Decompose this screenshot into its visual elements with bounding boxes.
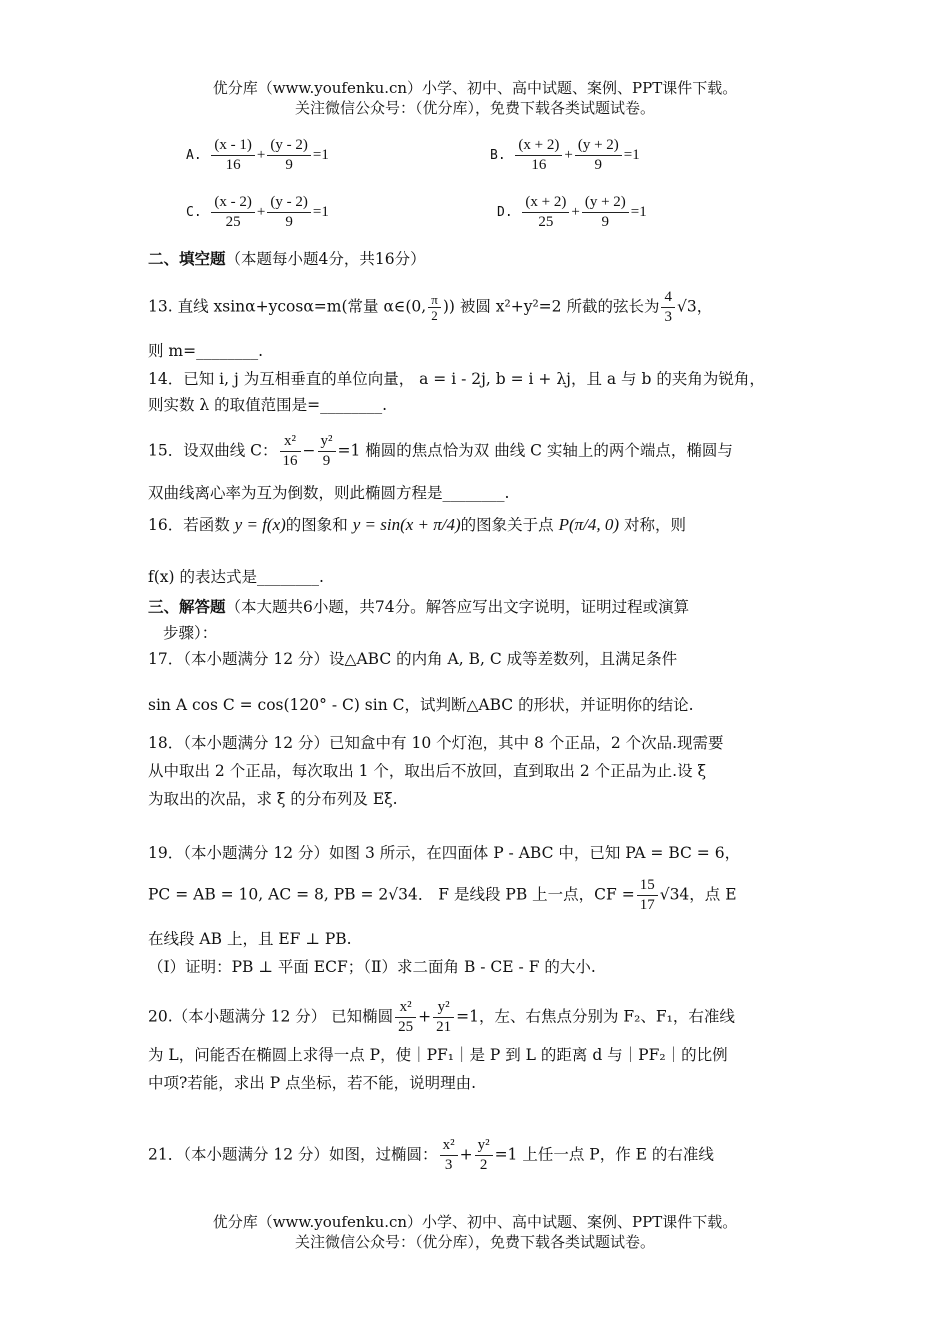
q16-text-a: 16．若函数: [148, 516, 230, 534]
q20-plus: +: [418, 1007, 432, 1026]
q16-formula-2: y = sin(x + π/4): [352, 515, 461, 534]
option-b-den1: 16: [531, 157, 547, 173]
option-b-tail: =1: [623, 146, 640, 163]
q13-pi-frac: [428, 292, 441, 323]
section-3-title: 三、解答题: [148, 597, 226, 616]
option-b-num1: (x + 2): [515, 136, 562, 156]
q20-text-a: 20.（本小题满分 12 分） 已知椭圆: [148, 1007, 394, 1026]
q21-num2: y²: [475, 1136, 493, 1156]
option-a-den1: 16: [225, 157, 241, 173]
q14-line-2: 则实数 λ 的取值范围是=________.: [148, 396, 388, 414]
q13-four: 4: [661, 288, 675, 308]
q20-line-2: 为 L，问能否在椭圆上求得一点 P，使｜PF₁｜是 P 到 L 的距离 d 与｜PF₂｜的比例: [148, 1046, 728, 1064]
option-c-frac2: [267, 193, 311, 232]
q15-den2: 9: [322, 453, 331, 469]
q21-den1: 3: [444, 1157, 453, 1173]
option-d-frac1: [522, 193, 569, 232]
option-d-num2: (y + 2): [582, 193, 629, 213]
q20-num1: x²: [395, 998, 416, 1018]
option-b-frac2: [575, 136, 622, 175]
option-a-num1: (x - 1): [211, 136, 255, 156]
option-b: B. $\frac{(x + 2)}{16}$ + $\frac{(y + 2)}{9}$ =1: [490, 137, 640, 173]
q20-frac1: [395, 998, 416, 1037]
option-c-tail: =1: [312, 203, 329, 220]
question-21: [148, 1136, 838, 1175]
q13-two: 2: [431, 308, 438, 323]
section-3-heading: [148, 596, 838, 618]
option-d: D. $\frac{(x + 2)}{25}$ + $\frac{(y + 2)}{9}$ =1: [497, 194, 647, 230]
option-d-label: D.: [497, 205, 513, 220]
q16-line-2: f(x) 的表达式是________.: [148, 568, 324, 586]
q20-den2: 21: [436, 1019, 452, 1035]
option-b-num2: (y + 2): [575, 136, 622, 156]
option-a: A. $\frac{(x - 1)}{16}$ + $\frac{(y - 2)}{9}$ =1: [186, 137, 329, 173]
q20-frac2: [433, 998, 454, 1037]
q13-pi: π: [428, 292, 441, 308]
q20-line-3: 中项?若能，求出 P 点坐标，若不能，说明理由.: [148, 1074, 477, 1092]
q21-frac2: [475, 1136, 493, 1175]
q13-line-2: 则 m=________.: [148, 342, 264, 360]
option-c: C. $\frac{(x - 2)}{25}$ + $\frac{(y - 2)}{9}$ =1: [186, 194, 329, 230]
q13-text-a: 13. 直线 xsinα+ycosα=m(常量 α∈(0,: [148, 297, 427, 316]
q16-text-c: 的图象关于点: [460, 516, 554, 534]
option-a-frac1: [211, 136, 255, 175]
q19-line-3: 在线段 AB 上，且 EF ⊥ PB.: [148, 930, 352, 948]
q18-line-3: 为取出的次品，求 ξ 的分布列及 Eξ.: [148, 790, 398, 808]
question-19-line-2: [148, 876, 838, 915]
q15-num2: y²: [318, 432, 336, 452]
header-line-2: 关注微信公众号：（优分库），免费下载各类试题试卷。: [294, 99, 655, 117]
option-a-tail: =1: [312, 146, 329, 163]
option-c-label: C.: [186, 205, 202, 220]
q19-text-a: PC = AB = 10, AC = 8, PB = 2√34． F 是线段 PB 上一点，CF =: [148, 885, 635, 904]
q15-frac2: [318, 432, 336, 471]
q18-line-2: 从中取出 2 个正品，每次取出 1 个，取出后不放回，直到取出 2 个正品为止.设 ξ: [148, 762, 707, 780]
option-a-den2: 9: [285, 157, 293, 173]
q18-line-1: 18．（本小题满分 12 分）已知盒中有 10 个灯泡，其中 8 个正品，2 个次品.现需要: [148, 734, 724, 752]
section-2-title: 二、填空题: [148, 249, 226, 268]
option-a-num2: (y - 2): [267, 136, 311, 156]
question-13: [148, 288, 838, 327]
footer-line-1: 优分库（www.youfenku.cn）小学、初中、高中试题、案例、PPT课件下载。: [212, 1213, 738, 1231]
option-c-den1: 25: [225, 214, 241, 230]
q13-text-b: )) 被圆 x²+y²=2 所截的弦长为: [442, 297, 660, 316]
section-3-note: （本大题共6小题，共74分。解答应写出文字说明，证明过程或演算: [225, 598, 690, 616]
q21-frac1: [440, 1136, 458, 1175]
option-a-frac2: [267, 136, 311, 175]
q20-text-b: =1，左、右焦点分别为 F₂、F₁，右准线: [456, 1007, 735, 1026]
q21-text-b: =1 上任一点 P，作 E 的右准线: [494, 1145, 714, 1164]
q15-num1: x²: [280, 432, 301, 452]
q13-text-c: √3，: [676, 297, 713, 316]
q19-line-1: 19．（本小题满分 12 分）如图 3 所示，在四面体 P - ABC 中，已知 PA = BC = 6，: [148, 844, 741, 862]
option-d-frac2: [582, 193, 629, 232]
q13-frac: [661, 288, 675, 327]
option-c-num1: (x - 2): [211, 193, 255, 213]
option-b-frac1: [515, 136, 562, 175]
q13-three: 3: [664, 309, 672, 325]
section-2-note: （本题每小题4分，共16分）: [225, 250, 426, 268]
q21-plus: +: [459, 1145, 473, 1164]
q21-text-a: 21．（本小题满分 12 分）如图，过椭圆：: [148, 1145, 438, 1164]
option-d-den1: 25: [538, 214, 554, 230]
q15-text-a: 15．设双曲线 C：: [148, 441, 278, 460]
q19-line-4: （Ⅰ）证明：PB ⊥ 平面 ECF；（Ⅱ）求二面角 B - CE - F 的大小.: [148, 958, 596, 976]
option-c-den2: 9: [285, 214, 293, 230]
question-16: [148, 514, 838, 536]
q17-line-1: 17．（本小题满分 12 分）设△ABC 的内角 A, B, C 成等差数列，且满足条件: [148, 650, 678, 668]
option-c-frac1: [211, 193, 255, 232]
q14-line-1: 14．已知 i, j 为互相垂直的单位向量， a = i - 2j, b = i + λj，且 a 与 b 的夹角为锐角，: [148, 370, 765, 388]
question-20: [148, 998, 838, 1037]
section-2-heading: [148, 248, 838, 270]
q16-text-b: 的图象和: [285, 516, 348, 534]
q19-den: 17: [639, 897, 655, 913]
q21-den2: 2: [479, 1157, 488, 1173]
option-c-num2: (y - 2): [267, 193, 311, 213]
q15-den1: 16: [282, 453, 298, 469]
option-d-den2: 9: [601, 214, 610, 230]
q15-line-2: 双曲线离心率为互为倒数，则此椭圆方程是________.: [148, 484, 510, 502]
option-b-label: B.: [490, 148, 506, 163]
footer-line-2: 关注微信公众号：（优分库），免费下载各类试题试卷。: [294, 1233, 655, 1251]
option-d-num1: (x + 2): [522, 193, 569, 213]
q19-num: 15: [637, 876, 658, 896]
q21-num1: x²: [440, 1136, 458, 1156]
option-d-tail: =1: [630, 203, 647, 220]
q17-line-2: sin A cos C = cos(120° - C) sin C，试判断△ABC 的形状，并证明你的结论.: [148, 696, 694, 714]
q19-frac: [637, 876, 658, 915]
option-a-label: A.: [186, 148, 202, 163]
q15-text-b: =1 椭圆的焦点恰为双 曲线 C 实轴上的两个端点，椭圆与: [337, 441, 733, 460]
q16-text-d: 对称，则: [624, 516, 687, 534]
q16-formula-3: P(π/4, 0): [558, 515, 620, 534]
option-b-den2: 9: [594, 157, 603, 173]
question-15: [148, 432, 838, 471]
q20-num2: y²: [433, 998, 454, 1018]
header-line-1: 优分库（www.youfenku.cn）小学、初中、高中试题、案例、PPT课件下载。: [212, 79, 738, 97]
q15-minus: −: [302, 441, 316, 460]
section-3-note-2: 步骤）：: [163, 624, 218, 642]
q20-den1: 25: [398, 1019, 414, 1035]
q15-frac1: [280, 432, 301, 471]
q19-text-b: √34，点 E: [659, 885, 737, 904]
q16-formula-1: y = f(x): [234, 515, 286, 534]
